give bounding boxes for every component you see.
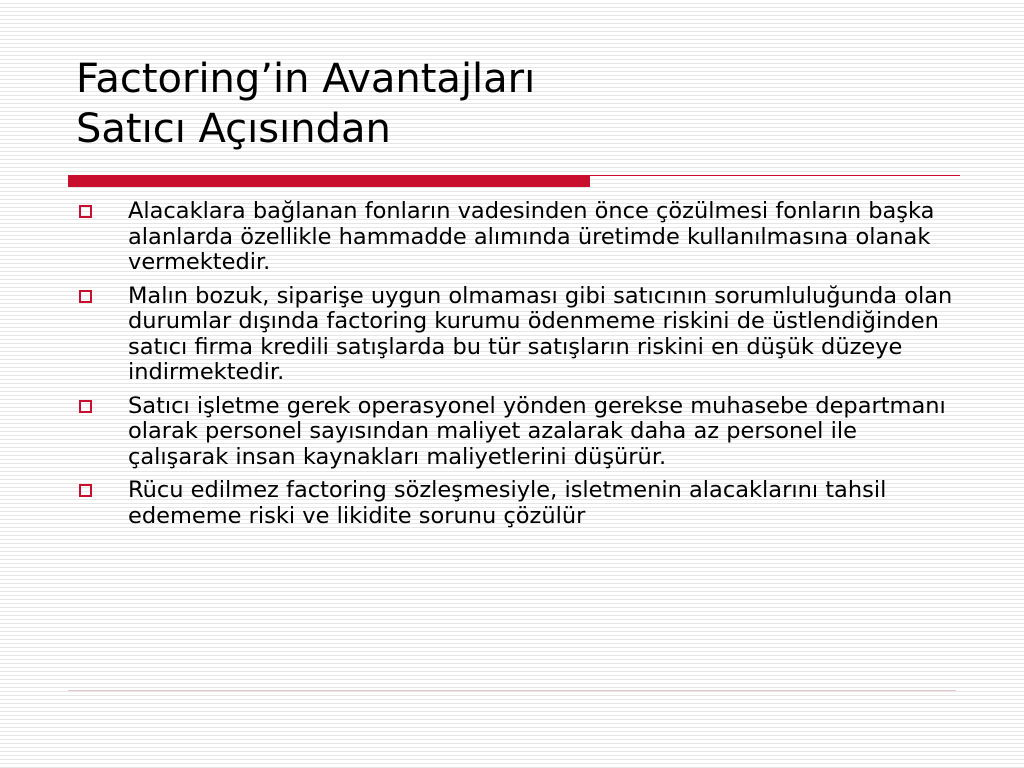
title-underline-thin (590, 175, 960, 176)
bullet-text: Alacaklara bağlanan fonların vadesinden önce çözülmesi fonların başka alanlarda özellikle hammadde alımında üretimde kullanılmasına olanak vermektedir. (128, 198, 935, 275)
hollow-square-bullet-icon (79, 205, 92, 218)
bullet-item (76, 199, 956, 276)
hollow-square-bullet-icon (79, 484, 92, 497)
footer-divider (68, 690, 956, 691)
bullet-item (76, 284, 956, 386)
title-line-2: Satıcı Açısından (76, 106, 391, 152)
slide-title (76, 54, 936, 154)
bullet-text: Rücu edilmez factoring sözleşmesiyle, isletmenin alacaklarını tahsil edememe riski ve likidite sorunu çözülür (128, 477, 887, 529)
bullet-item (76, 394, 956, 471)
bullet-list (76, 199, 956, 537)
bullet-text: Malın bozuk, siparişe uygun olmaması gibi satıcının sorumluluğunda olan durumlar dışında factoring kurumu ödenmeme riskini de üstlendiğinden satıcı firma kredili satışlarda bu tür satışların riskini en düşük düzeye indirmektedir. (128, 282, 953, 385)
hollow-square-bullet-icon (79, 400, 92, 413)
title-line-1: Factoring’in Avantajları (76, 56, 536, 102)
bullet-text: Satıcı işletme gerek operasyonel yönden gerekse muhasebe departmanı olarak personel sayısından maliyet azalarak daha az personel ile çalışarak insan kaynakları maliyetlerini düşürür. (128, 392, 946, 470)
hollow-square-bullet-icon (79, 290, 92, 303)
bullet-item (76, 478, 956, 529)
title-underline-thick (68, 175, 590, 187)
